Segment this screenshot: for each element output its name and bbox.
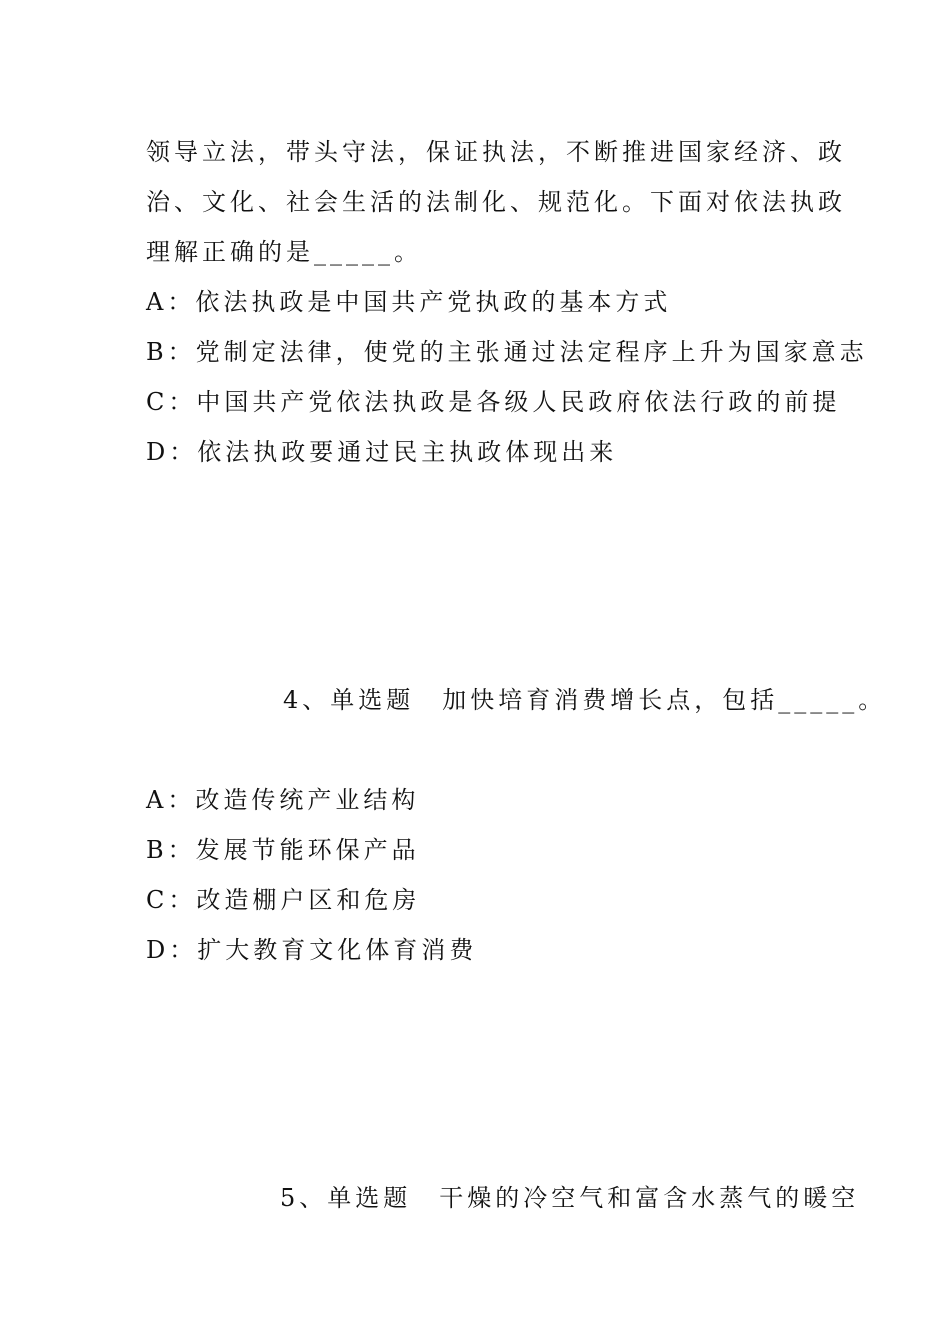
- question-4-option-d: D：扩大教育文化体育消费: [146, 936, 478, 964]
- question-3-option-b: B：党制定法律，使党的主张通过法定程序上升为国家意志: [146, 338, 868, 366]
- question-3-option-c: C：中国共产党依法执政是各级人民政府依法行政的前提: [146, 388, 841, 416]
- question-4-option-b: B：发展节能环保产品: [146, 836, 420, 864]
- question-3-stem-line-3: 理解正确的是_____。: [146, 238, 422, 266]
- question-4-option-a: A：改造传统产业结构: [146, 786, 420, 814]
- question-3-stem-line-2: 治、文化、社会生活的法制化、规范化。下面对依法执政: [146, 188, 846, 216]
- question-3-option-a: A：依法执政是中国共产党执政的基本方式: [146, 288, 672, 316]
- question-3-stem-line-1: 领导立法，带头守法，保证执法，不断推进国家经济、政: [146, 138, 846, 166]
- question-4-title: 4、单选题 加快培育消费增长点，包括_____。: [283, 686, 887, 714]
- question-4-option-c: C：改造棚户区和危房: [146, 886, 421, 914]
- question-3-option-d: D：依法执政要通过民主执政体现出来: [146, 438, 618, 466]
- question-5-title: 5、单选题 干燥的冷空气和富含水蒸气的暖空: [280, 1184, 860, 1212]
